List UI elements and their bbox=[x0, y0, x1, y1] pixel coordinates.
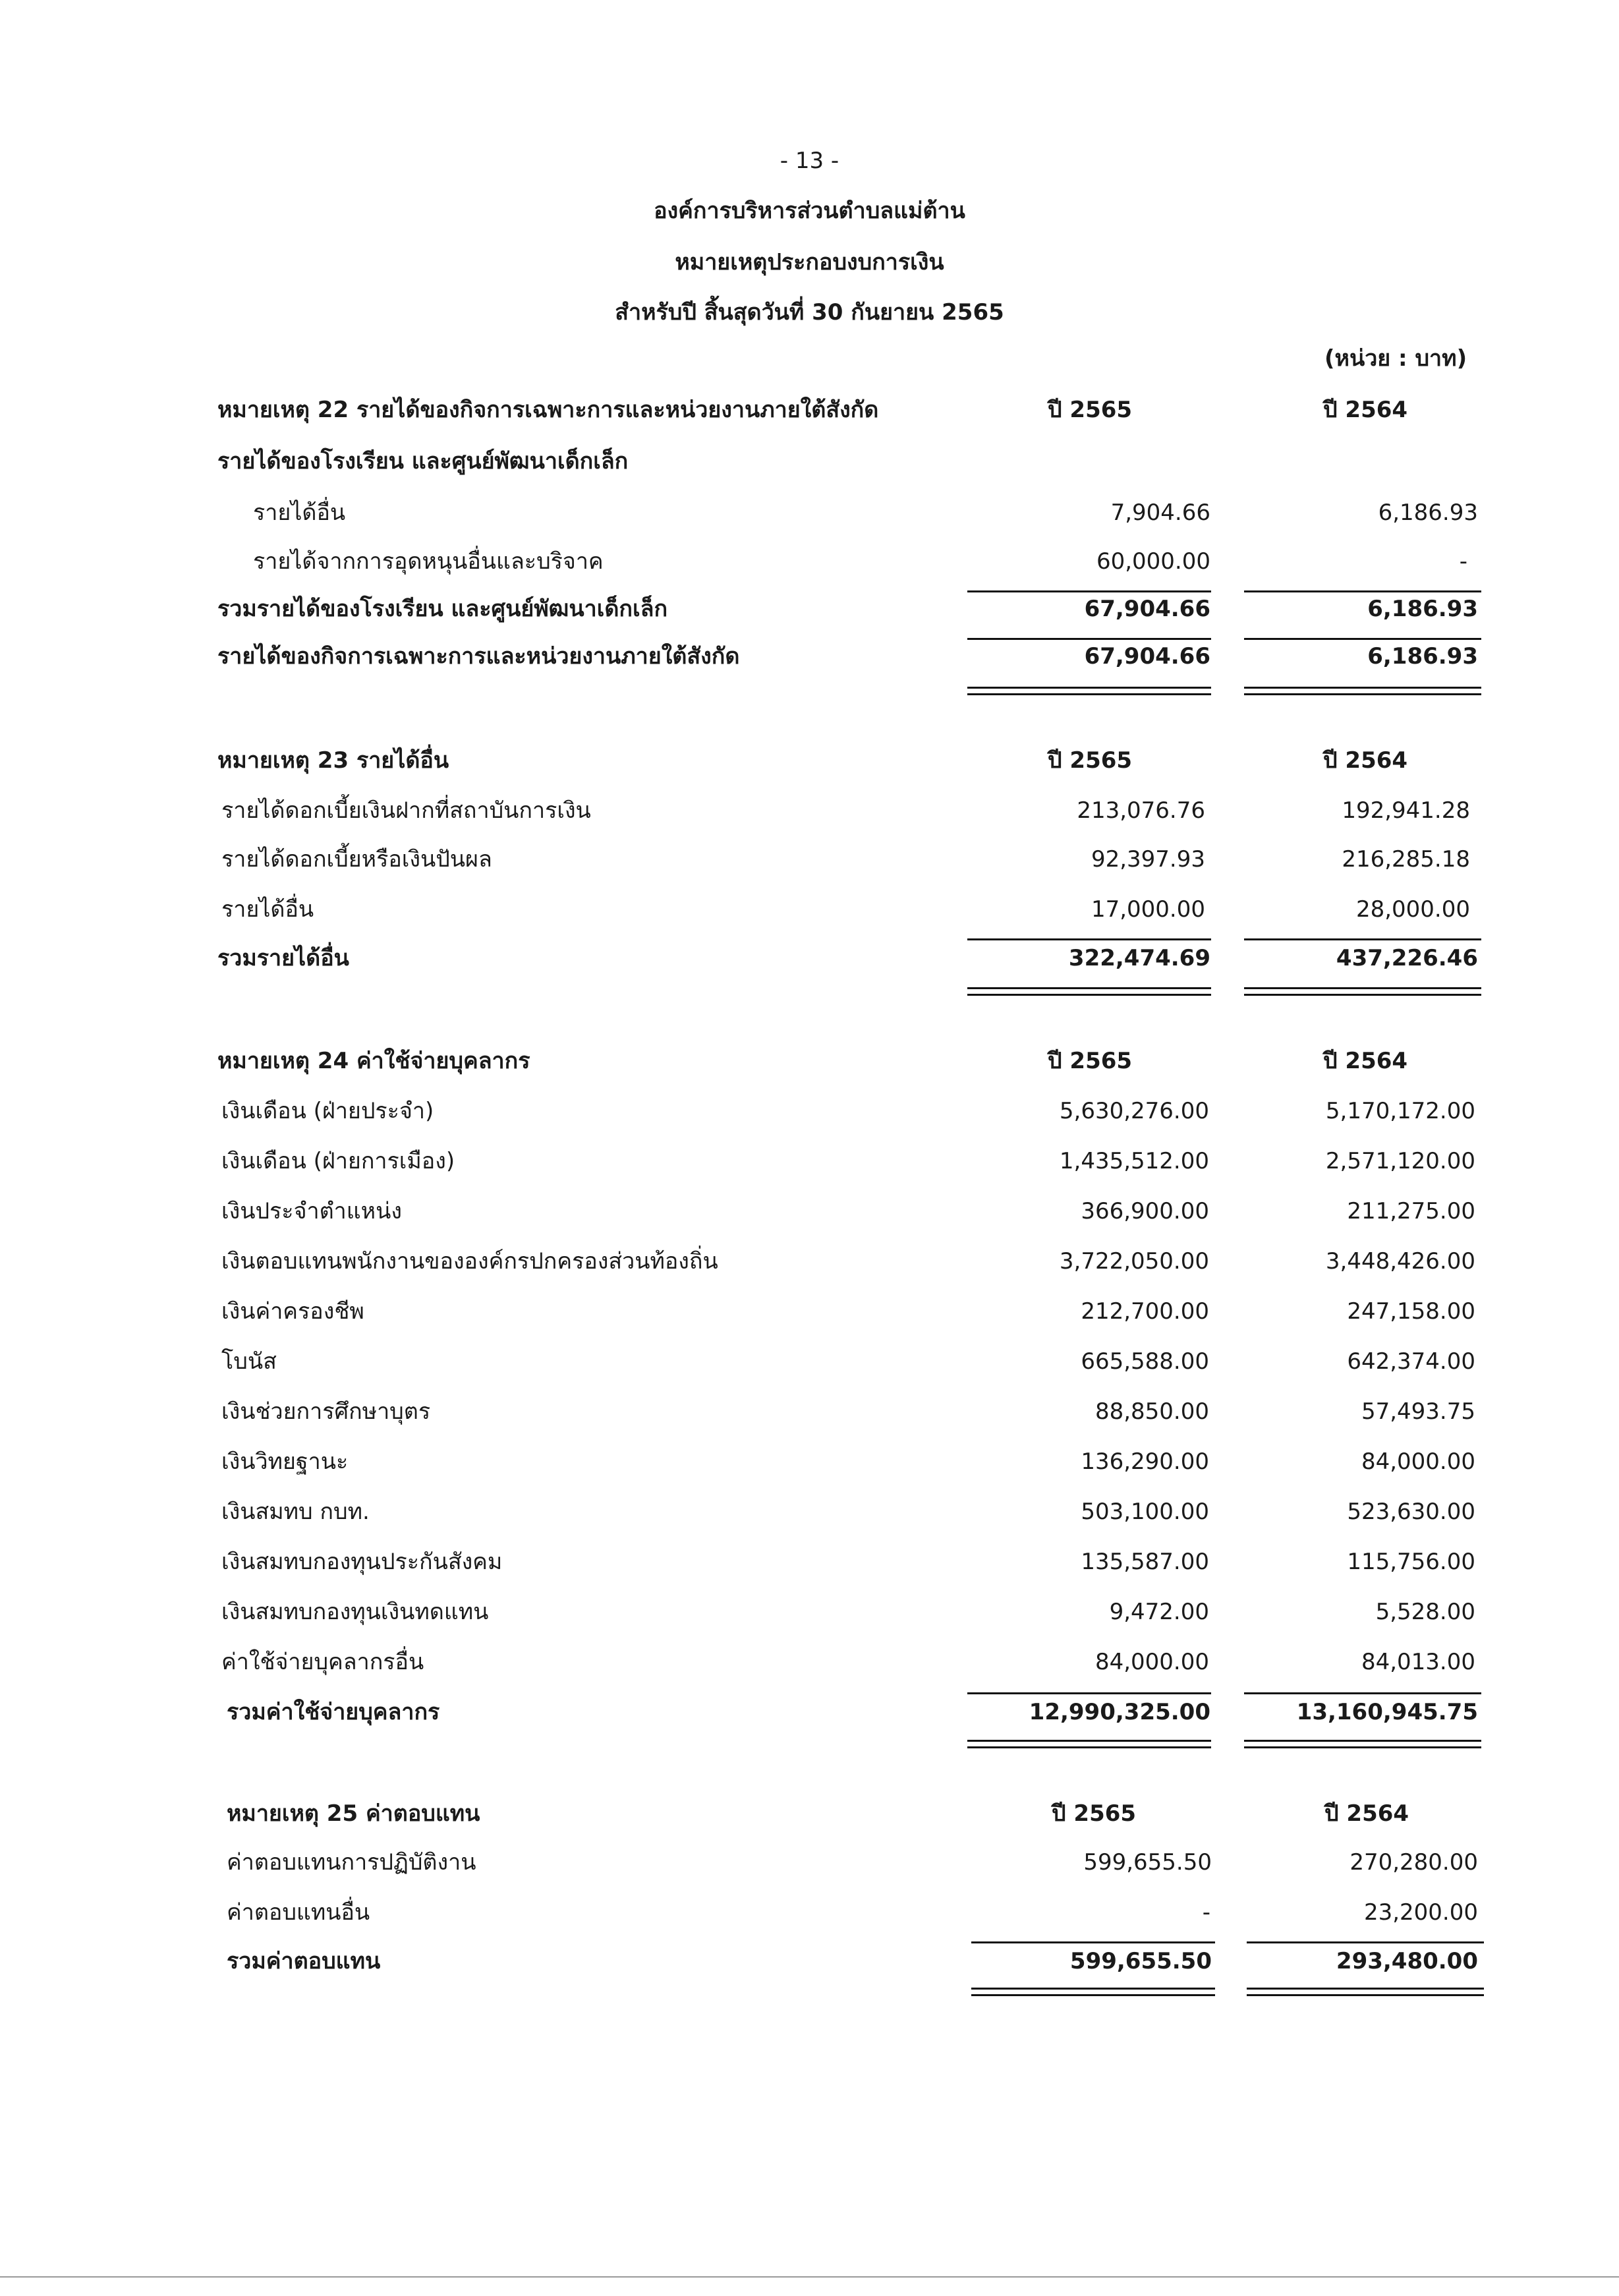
total-rule bbox=[967, 638, 1211, 640]
note-23-total-row bbox=[0, 944, 1619, 983]
total-label: รายได้ของกิจการเฉพาะการและหน่วยงานภายใต้สังกัด bbox=[217, 643, 740, 670]
table-row bbox=[0, 1197, 1619, 1236]
scan-edge-line bbox=[0, 2276, 1619, 2278]
note-22-total-row bbox=[0, 642, 1619, 681]
value-current: 212,700.00 bbox=[1081, 1298, 1209, 1325]
value-prior: 216,285.18 bbox=[1342, 846, 1470, 873]
note-22-group-title: รายได้ของโรงเรียน และศูนย์พัฒนาเด็กเล็ก bbox=[217, 448, 629, 474]
document-title: หมายเหตุประกอบงบการเงิน bbox=[675, 249, 944, 275]
value-current: 366,900.00 bbox=[1081, 1198, 1209, 1224]
value-current: 88,850.00 bbox=[1094, 1398, 1209, 1425]
total-prior: 6,186.93 bbox=[1367, 643, 1478, 670]
note-22-year-current: ปี 2565 bbox=[1048, 397, 1133, 423]
table-row bbox=[0, 1597, 1619, 1637]
table-row bbox=[0, 1247, 1619, 1286]
note-24-year-prior: ปี 2564 bbox=[1323, 1048, 1408, 1074]
total-rule bbox=[1244, 638, 1481, 640]
total-current: 67,904.66 bbox=[1084, 643, 1210, 670]
total-prior: 437,226.46 bbox=[1336, 945, 1478, 971]
total-rule bbox=[967, 938, 1211, 940]
note-24-title: หมายเหตุ 24 ค่าใช้จ่ายบุคลากร bbox=[217, 1048, 530, 1074]
table-row bbox=[0, 1497, 1619, 1537]
unit-note: (หน่วย : บาท) bbox=[1324, 345, 1467, 372]
total-rule bbox=[1244, 938, 1481, 940]
row-label: เงินสมทบกองทุนเงินทดแทน bbox=[221, 1599, 489, 1625]
table-row bbox=[0, 1898, 1619, 1937]
row-label: เงินช่วยการศึกษาบุตร bbox=[221, 1398, 431, 1425]
value-prior: 28,000.00 bbox=[1355, 896, 1470, 923]
total-current: 322,474.69 bbox=[1068, 945, 1210, 971]
total-rule bbox=[1244, 1692, 1481, 1694]
note-22-year-prior: ปี 2564 bbox=[1323, 397, 1408, 423]
subtotal-prior: 6,186.93 bbox=[1367, 596, 1478, 622]
table-row bbox=[0, 1547, 1619, 1587]
total-current: 599,655.50 bbox=[1069, 1948, 1212, 1974]
value-current: 213,076.76 bbox=[1077, 797, 1205, 824]
note-25-year-prior: ปี 2564 bbox=[1324, 1800, 1409, 1827]
table-row bbox=[0, 1397, 1619, 1437]
value-prior: 2,571,120.00 bbox=[1325, 1148, 1475, 1174]
value-prior: 3,448,426.00 bbox=[1325, 1248, 1475, 1275]
row-label: เงินวิทยฐานะ bbox=[221, 1449, 349, 1475]
value-current: 503,100.00 bbox=[1081, 1499, 1209, 1525]
row-label: เงินเดือน (ฝ่ายประจำ) bbox=[221, 1098, 434, 1124]
double-underline bbox=[1244, 1740, 1481, 1748]
value-prior: 5,528.00 bbox=[1375, 1599, 1475, 1625]
note-23-title: หมายเหตุ 23 รายได้อื่น bbox=[217, 747, 449, 774]
note-23-year-prior: ปี 2564 bbox=[1323, 747, 1408, 774]
value-prior: - bbox=[1459, 548, 1467, 575]
subtotal-rule bbox=[967, 590, 1211, 592]
note-22-header bbox=[0, 395, 1619, 435]
note-24-year-current: ปี 2565 bbox=[1048, 1048, 1133, 1074]
value-current: 17,000.00 bbox=[1091, 896, 1205, 923]
total-rule bbox=[1247, 1941, 1484, 1943]
row-label: ค่าตอบแทนอื่น bbox=[227, 1899, 370, 1926]
value-current: 136,290.00 bbox=[1081, 1449, 1209, 1475]
value-current: 1,435,512.00 bbox=[1059, 1148, 1209, 1174]
value-current: 599,655.50 bbox=[1083, 1849, 1212, 1876]
note-25-title: หมายเหตุ 25 ค่าตอบแทน bbox=[227, 1800, 480, 1827]
subtotal-rule bbox=[1244, 590, 1481, 592]
row-label: ค่าใช้จ่ายบุคลากรอื่น bbox=[221, 1649, 424, 1675]
value-prior: 57,493.75 bbox=[1361, 1398, 1475, 1425]
reporting-period: สำหรับปี สิ้นสุดวันที่ 30 กันยายน 2565 bbox=[615, 299, 1004, 326]
table-row bbox=[0, 547, 1619, 587]
note-22-subtotal-row bbox=[0, 594, 1619, 634]
double-underline bbox=[967, 987, 1211, 996]
note-25-total-row bbox=[0, 1947, 1619, 1986]
value-prior: 84,013.00 bbox=[1361, 1649, 1475, 1675]
value-prior: 642,374.00 bbox=[1347, 1348, 1475, 1375]
table-row bbox=[0, 1347, 1619, 1387]
organization-name: องค์การบริหารส่วนตำบลแม่ต้าน bbox=[654, 198, 965, 224]
total-rule bbox=[971, 1941, 1215, 1943]
row-label: เงินเดือน (ฝ่ายการเมือง) bbox=[221, 1148, 455, 1174]
row-label: รายได้ดอกเบี้ยเงินฝากที่สถาบันการเงิน bbox=[221, 797, 591, 824]
value-prior: 211,275.00 bbox=[1347, 1198, 1475, 1224]
table-row bbox=[0, 1297, 1619, 1336]
row-label: เงินตอบแทนพนักงานขององค์กรปกครองส่วนท้องถิ่น bbox=[221, 1248, 718, 1275]
value-current: 665,588.00 bbox=[1081, 1348, 1209, 1375]
table-row bbox=[0, 895, 1619, 934]
row-label: รายได้อื่น bbox=[221, 896, 314, 923]
total-current: 12,990,325.00 bbox=[1029, 1699, 1210, 1725]
note-24-total-row bbox=[0, 1698, 1619, 1737]
table-row bbox=[0, 1447, 1619, 1487]
total-label: รวมค่าใช้จ่ายบุคลากร bbox=[227, 1699, 440, 1725]
value-prior: 115,756.00 bbox=[1347, 1549, 1475, 1575]
double-underline bbox=[1244, 687, 1481, 695]
value-current: 7,904.66 bbox=[1110, 500, 1210, 526]
note-25-header bbox=[0, 1799, 1619, 1839]
double-underline bbox=[967, 1740, 1211, 1748]
double-underline bbox=[971, 1988, 1215, 1996]
table-row bbox=[0, 1648, 1619, 1687]
note-24-header bbox=[0, 1047, 1619, 1086]
total-label: รวมรายได้อื่น bbox=[217, 945, 349, 971]
note-25-year-current: ปี 2565 bbox=[1052, 1800, 1137, 1827]
table-row bbox=[0, 845, 1619, 884]
row-label: เงินประจำตำแหน่ง bbox=[221, 1198, 402, 1224]
page-number: - 13 - bbox=[780, 148, 839, 174]
subtotal-label: รวมรายได้ของโรงเรียน และศูนย์พัฒนาเด็กเล็ก bbox=[217, 596, 668, 622]
value-prior: 523,630.00 bbox=[1347, 1499, 1475, 1525]
value-prior: 84,000.00 bbox=[1361, 1449, 1475, 1475]
total-prior: 13,160,945.75 bbox=[1296, 1699, 1478, 1725]
double-underline bbox=[1244, 987, 1481, 996]
note-23-year-current: ปี 2565 bbox=[1048, 747, 1133, 774]
total-label: รวมค่าตอบแทน bbox=[227, 1948, 381, 1974]
value-prior: 6,186.93 bbox=[1378, 500, 1478, 526]
table-row bbox=[0, 1147, 1619, 1186]
row-label: เงินค่าครองชีพ bbox=[221, 1298, 364, 1325]
row-label: ค่าตอบแทนการปฏิบัติงาน bbox=[227, 1849, 476, 1876]
row-label: เงินสมทบกองทุนประกันสังคม bbox=[221, 1549, 503, 1575]
row-label: รายได้อื่น bbox=[253, 500, 346, 526]
value-current: - bbox=[1202, 1899, 1210, 1926]
value-prior: 247,158.00 bbox=[1347, 1298, 1475, 1325]
total-prior: 293,480.00 bbox=[1336, 1948, 1478, 1974]
value-current: 135,587.00 bbox=[1081, 1549, 1209, 1575]
table-row bbox=[0, 498, 1619, 538]
row-label: โบนัส bbox=[221, 1348, 277, 1375]
value-current: 92,397.93 bbox=[1091, 846, 1205, 873]
table-row bbox=[0, 796, 1619, 836]
value-current: 84,000.00 bbox=[1094, 1649, 1209, 1675]
value-current: 3,722,050.00 bbox=[1059, 1248, 1209, 1275]
value-prior: 5,170,172.00 bbox=[1325, 1098, 1475, 1124]
value-prior: 23,200.00 bbox=[1363, 1899, 1478, 1926]
row-label: รายได้จากการอุดหนุนอื่นและบริจาค bbox=[253, 548, 604, 575]
value-current: 9,472.00 bbox=[1109, 1599, 1209, 1625]
double-underline bbox=[967, 687, 1211, 695]
value-prior: 192,941.28 bbox=[1342, 797, 1470, 824]
value-current: 5,630,276.00 bbox=[1059, 1098, 1209, 1124]
row-label: รายได้ดอกเบี้ยหรือเงินปันผล bbox=[221, 846, 492, 873]
value-current: 60,000.00 bbox=[1096, 548, 1210, 575]
note-22-group-row bbox=[0, 447, 1619, 486]
note-22-title: หมายเหตุ 22 รายได้ของกิจการเฉพาะการและหน่วยงานภายใต้สังกัด bbox=[217, 397, 879, 423]
row-label: เงินสมทบ กบท. bbox=[221, 1499, 370, 1525]
total-rule bbox=[967, 1692, 1211, 1694]
note-23-header bbox=[0, 746, 1619, 786]
value-prior: 270,280.00 bbox=[1349, 1849, 1478, 1876]
subtotal-current: 67,904.66 bbox=[1084, 596, 1210, 622]
table-row bbox=[0, 1848, 1619, 1887]
table-row bbox=[0, 1097, 1619, 1136]
double-underline bbox=[1247, 1988, 1484, 1996]
